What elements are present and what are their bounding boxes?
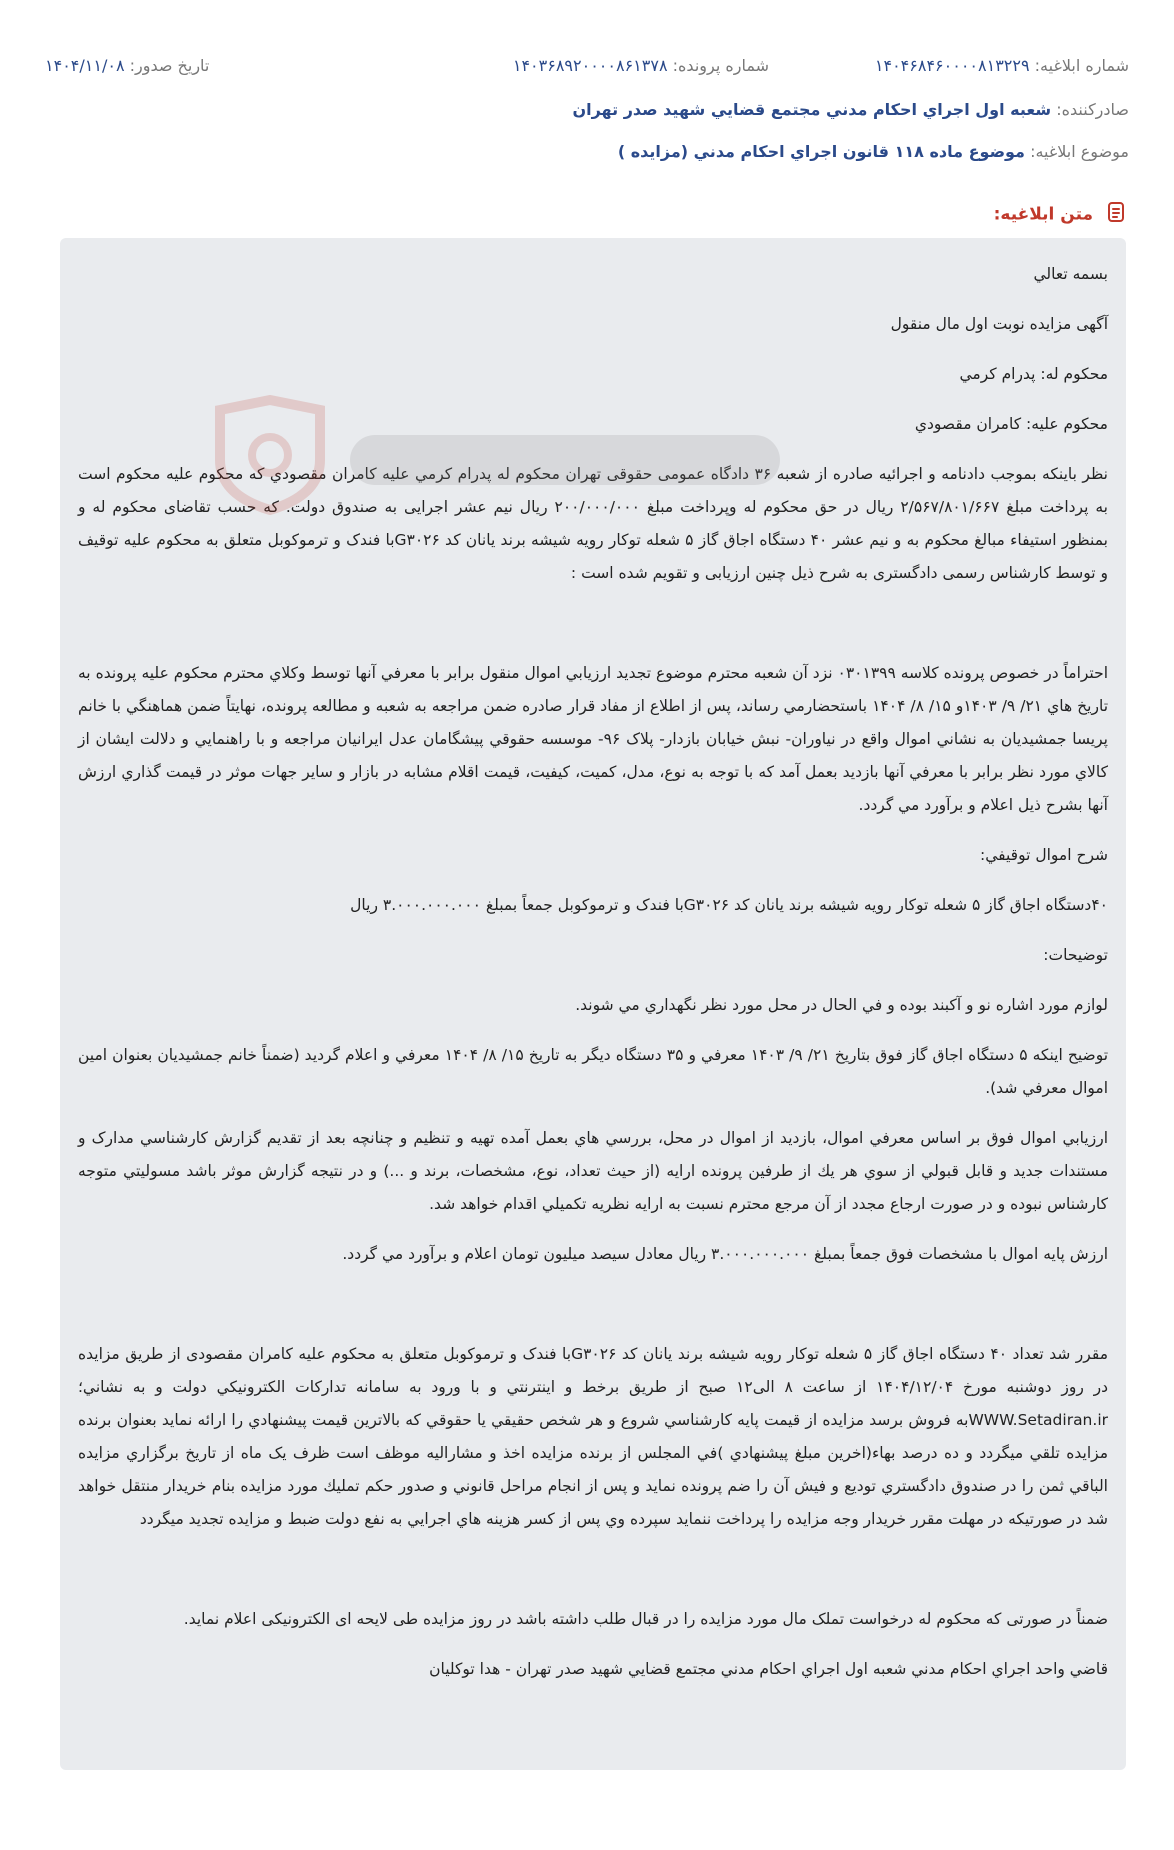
notice-number-label: شماره ابلاغیه: [1034, 56, 1129, 75]
issuer-row [572, 100, 1129, 119]
body-p13: ارزش پايه اموال با مشخصات فوق جمعاً بمبلغ ۳.۰۰۰.۰۰۰.۰۰۰ ريال معادل سيصد ميليون تومان اعلام و برآورد مي گردد. [342, 1245, 1108, 1263]
body-p5: نظر باینکه بموجب دادنامه و اجرائیه صادره از شعبه ۳۶ دادگاه عمومی حقوقی تهران محکوم له پدرام کرمي علیه کامران مقصودي که محکوم علیه محکوم است به پرداخت مبلغ ۲/۵۶۷/۸۰۱/۶۶۷ ریال در حق محکوم له وپرداخت مبلغ ۲۰۰/۰۰۰/۰۰۰ ریال نیم عشر اجرایی به صندوق دولت. که حسب تقاضای محکوم له و بمنظور استیفاء مبالغ محکوم به و نیم عشر ۴۰ دستگاه اجاق گاز ۵ شعله توکار رویه شیشه برند یانان کد G۳۰۲۶با فندک و ترموکوبل متعلق به محکوم علیه توقیف و توسط کارشناس رسمی دادگستری به شرح ذیل چنین ارزیابی و تقویم شده است : [78, 465, 1108, 582]
body-title-row [994, 200, 1129, 229]
body-p7: شرح اموال توقيفي: [980, 846, 1108, 864]
issue-date-value: ۱۴۰۴/۱۱/۰۸ [45, 56, 125, 75]
body-p1: بسمه تعالي [1033, 265, 1108, 283]
issue-date-label: تاریخ صدور: [129, 56, 210, 75]
notice-body-panel [60, 238, 1126, 1770]
subject-label: موضوع ابلاغیه: [1030, 142, 1129, 161]
issuer-value: شعبه اول اجراي احکام مدني مجتمع قضايي شهيد صدر تهران [572, 100, 1052, 119]
body-p12: ارزيابي اموال فوق بر اساس معرفي اموال، بازديد از اموال در محل، بررسي هاي بعمل آمده تهيه و تنظيم و چنانچه بعد از تقديم گزارش کارشناسي مدارک و مستندات جديد و قابل قبولي از سوي هر يك از طرفين پرونده ارايه (از حيث تعداد، نوع، مشخصات، برند و ...) و در نتيجه گزارش موثر باشد مسوليتي متوجه کارشناس نبوده و در صورت ارجاع مجدد از آن مرجع محترم نسبت به ارايه نظريه تکميلي اقدام خواهد شد. [78, 1129, 1108, 1213]
issuer-label: صادرکننده: [1056, 100, 1129, 119]
body-p8: ۴۰دستگاه اجاق گاز ۵ شعله توکار رويه شيشه برند يانان کد G۳۰۲۶با فندک و ترموکوبل جمعاً بمبلغ ۳.۰۰۰.۰۰۰.۰۰۰ ريال [350, 896, 1108, 914]
notice-meta-row [45, 56, 1129, 84]
subject-row [618, 142, 1129, 161]
body-title: متن ابلاغیه: [993, 204, 1094, 225]
body-p2: آگهی مزایده نوبت اول مال منقول [890, 315, 1108, 333]
notice-number [875, 56, 1129, 75]
case-number-value: ۱۴۰۳۶۸۹۲۰۰۰۰۸۶۱۳۷۸ [512, 56, 668, 75]
case-number-label: شماره پرونده: [672, 56, 769, 75]
body-p10: لوازم مورد اشاره نو و آکبند بوده و في الحال در محل مورد نظر نگهداري مي شوند. [575, 996, 1108, 1014]
issue-date [45, 56, 209, 75]
document-text-icon [1105, 200, 1129, 229]
body-p9: توضيحات: [1043, 946, 1108, 964]
body-p11: توضيح اينکه ۵ دستگاه اجاق گاز فوق بتاريخ ۲۱/ ۹/ ۱۴۰۳ معرفي و ۳۵ دستگاه ديگر به تاريخ ۱۵/ ۸/ ۱۴۰۴ معرفي و اعلام گرديد (ضمناً خانم جمشيديان بعنوان امين اموال معرفي شد). [78, 1046, 1109, 1097]
body-p3: محکوم له: پدرام کرمي [959, 365, 1108, 383]
body-p6: احتراماً در خصوص پرونده کلاسه ۰۳۰۱۳۹۹ نزد آن شعبه محترم موضوع تجديد ارزيابي اموال منقول برابر با معرفي آنها توسط وکلاي محترم محکوم عليه پرونده به تاريخ هاي ۲۱/ ۹/ ۱۴۰۳و ۱۵/ ۸/ ۱۴۰۴ باستحضارمي رساند، پس از اطلاع از مفاد قرار صادره ضمن مراجعه به شعبه و مطالعه پرونده، نهايتاً ضمن هماهنگي با خانم پريسا جمشيديان به نشاني اموال واقع در نياوران- نبش خيابان بازدار- پلاک ۹۶- موسسه حقوقي پيشگامان عدل ايرانيان مراجعه و با راهنمايي و دلالت ايشان از کالاي مورد نظر برابر با معرفي آنها بازديد بعمل آمد که با توجه به نوع، مدل، کميت، کيفيت، قيمت اقلام مشابه در بازار و ساير جهات موثر در قيمت گذاري ارزش آنها بشرح ذيل اعلام و برآورد مي گردد. [78, 664, 1109, 814]
body-p15: ضمناً در صورتی که محکوم له درخواست تملک مال مورد مزایده را در قبال طلب داشته باشد در روز مزایده طی لایحه ای الکترونیکی اعلام نماید. [183, 1610, 1108, 1628]
subject-value: موضوع ماده ۱۱۸ قانون اجراي احکام مدني (مزايده ) [617, 142, 1025, 161]
body-p4: محکوم علیه: کامران مقصودي [914, 415, 1108, 433]
body-p14: مقرر شد تعداد ۴۰ دستگاه اجاق گاز ۵ شعله توکار رویه شیشه برند یانان کد G۳۰۲۶با فندک و ترموکوبل متعلق به محکوم علیه کامران مقصودی از طريق مزايده در روز دوشنبه مورخ ۱۴۰۴/۱۲/۰۴ از ساعت ۸ الی۱۲ صبح از طريق برخط و اينترنتي و با ورود به سامانه تداركات الكترونيكي دولت و به نشاني؛ WWW.Setadiran.irبه فروش برسد مزايده از قيمت پايه كارشناسي شروع و هر شخص حقيقي يا حقوقي كه بالاترين قيمت پيشنهادي را ارائه نمايد بعنوان برنده مزايده تلقي ميگردد و ده درصد بهاء(اخرين مبلغ پيشنهادي )في المجلس از برنده مزايده اخذ و مشاراليه موظف است ظرف يک ماه از تاريخ برگزاري مزايده الباقي ثمن را در صندوق دادگستري توديع و فيش آن را ضم پرونده نمايد و پس از انجام مراحل قانوني و صدور حكم تمليك مورد مزايده بنام خريدار منتقل خواهد شد در صورتيكه در مهلت مقرر خريدار وجه مزايده را پرداخت ننمايد سپرده وي پس از كسر هزينه هاي اجرايي به نفع دولت ضبط و مزايده تجديد ميگردد [78, 1345, 1108, 1528]
case-number [513, 56, 769, 75]
notice-number-value: ۱۴۰۴۶۸۴۶۰۰۰۰۸۱۳۲۲۹ [874, 56, 1030, 75]
body-p16: قاضي واحد اجراي احکام مدني شعبه اول اجراي احکام مدني مجتمع قضايي شهيد صدر تهران - هدا توکليان [429, 1660, 1108, 1678]
